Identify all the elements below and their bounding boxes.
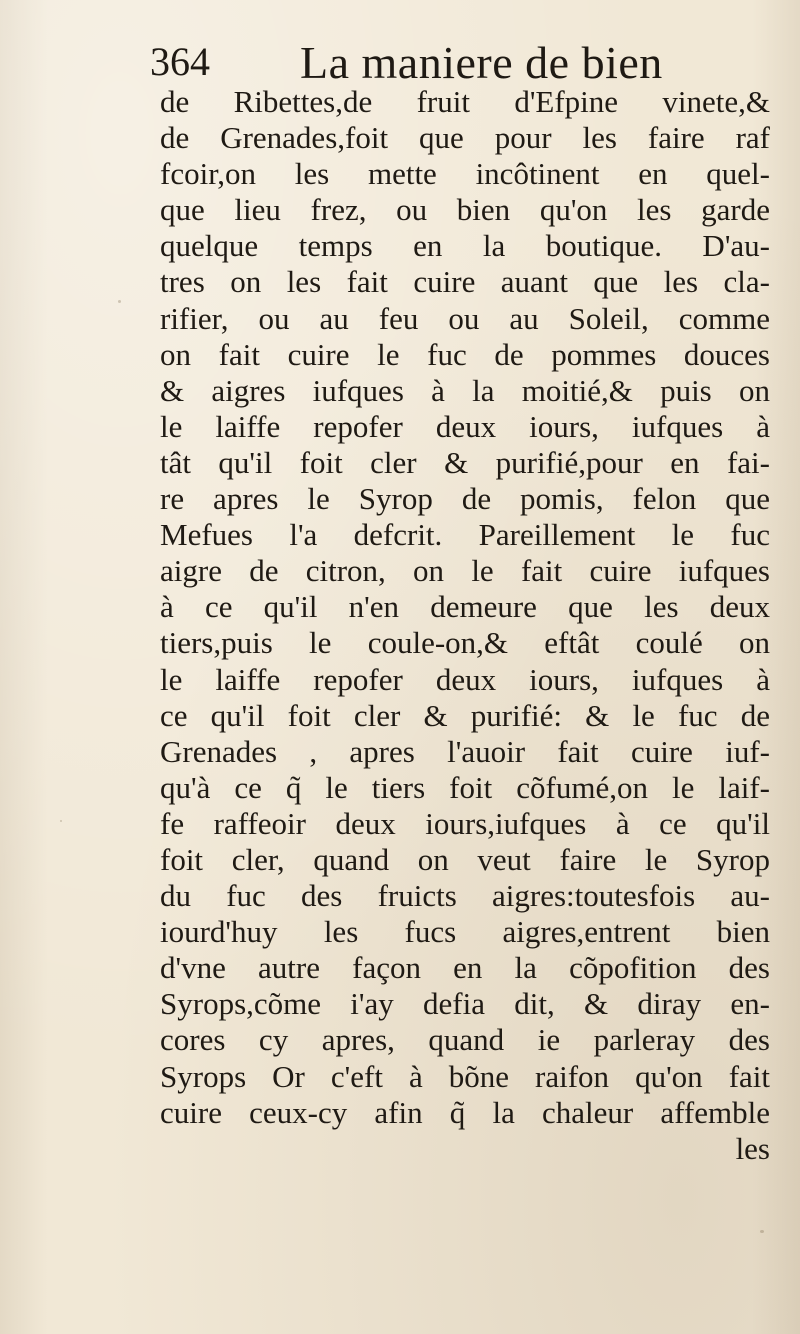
text-line: le laiffe repofer deux iours, iufques à: [160, 408, 770, 444]
text-line: fcoir,on les mette incôtinent en quel-: [160, 156, 770, 192]
text-line: aigre de citron, on le fait cuire iufques: [160, 553, 770, 589]
body-text: [160, 84, 770, 1167]
text-line: cuire ceux-cy afin q̃ la chaleur affemble: [160, 1094, 770, 1130]
text-line: foit cler, quand on veut faire le Syrop: [160, 841, 770, 877]
text-line: ce qu'il foit cler & purifié: & le fuc de: [160, 697, 770, 733]
paper-speck: [118, 300, 121, 303]
page-number: 364: [150, 39, 210, 84]
running-title: La maniere de bien: [300, 37, 663, 88]
text-line: que lieu frez, ou bien qu'on les garde: [160, 192, 770, 228]
text-line: & aigres iufques à la moitié,& puis on: [160, 372, 770, 408]
text-line: Mefues l'a defcrit. Pareillement le fuc: [160, 517, 770, 553]
text-line: tiers,puis le coule-on,& eftât coulé on: [160, 625, 770, 661]
running-head: [150, 22, 770, 88]
text-line: de Ribettes,de fruit d'Efpine vinete,&: [160, 84, 770, 119]
paper-speck: [760, 1230, 764, 1233]
text-line: fe raffeoir deux iours,iufques à ce qu'il: [160, 805, 770, 841]
text-line: cores cy apres, quand ie parleray des: [160, 1022, 770, 1058]
text-line: à ce qu'il n'en demeure que les deux: [160, 589, 770, 625]
text-line: Syrops Or c'eft à bõne raifon qu'on fait: [160, 1058, 770, 1094]
text-line: Syrops,cõme i'ay defia dit, & diray en-: [160, 986, 770, 1022]
text-line: iourd'huy les fucs aigres,entrent bien: [160, 914, 770, 950]
text-line: quelque temps en la boutique. D'au-: [160, 228, 770, 264]
text-line: Grenades , apres l'auoir fait cuire iuf-: [160, 733, 770, 769]
paper-speck: [60, 820, 62, 822]
text-line: d'vne autre façon en la cõpofition des: [160, 950, 770, 986]
text-line: tât qu'il foit cler & purifié,pour en fai-: [160, 444, 770, 480]
text-line: on fait cuire le fuc de pommes douces: [160, 336, 770, 372]
text-line: tres on les fait cuire auant que les cla-: [160, 264, 770, 300]
text-line: qu'à ce q̃ le tiers foit cõfumé,on le laif-: [160, 769, 770, 805]
text-line: rifier, ou au feu ou au Soleil, comme: [160, 300, 770, 336]
text-line: re apres le Syrop de pomis, felon que: [160, 481, 770, 517]
text-line: le laiffe repofer deux iours, iufques à: [160, 661, 770, 697]
text-line: de Grenades,foit que pour les faire raf: [160, 120, 770, 156]
catchword: les: [735, 1130, 770, 1166]
text-line: du fuc des fruicts aigres:toutesfois au-: [160, 878, 770, 914]
